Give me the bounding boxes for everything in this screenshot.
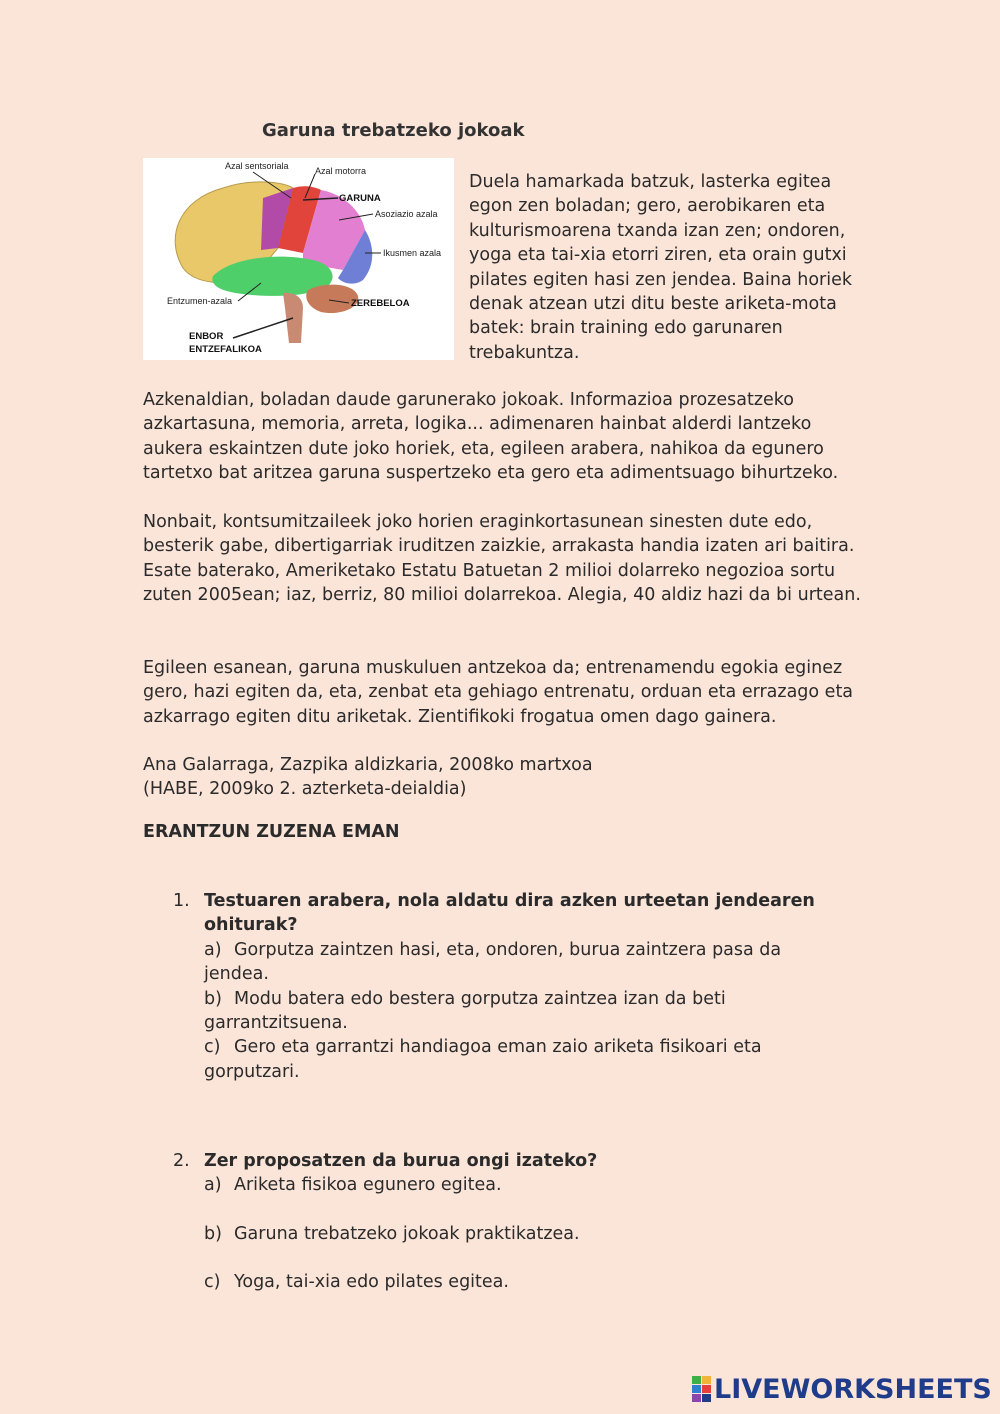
source-citation [143,753,873,802]
label-sensory-cortex: Azal sentsoriala [225,161,289,171]
option-letter: a) [204,1175,222,1196]
label-association-cortex: Asoziazio azala [375,209,438,219]
option-1a[interactable] [204,938,843,987]
brainstem [283,293,303,343]
label-cerebellum: ZEREBELOA [351,298,410,309]
option-2b[interactable] [204,1222,843,1246]
instruction-heading: ERANTZUN ZUZENA EMAN [143,822,400,842]
question-text: Testuaren arabera, nola aldatu dira azken urteetan jendearen ohiturak? [204,891,815,936]
option-text: Garuna trebatzeko jokoak praktikatzea. [234,1223,580,1244]
label-visual-cortex: Ikusmen azala [383,248,442,258]
label-motor-cortex: Azal motorra [315,166,367,176]
option-letter: b) [204,988,222,1009]
liveworksheets-logo[interactable] [692,1372,992,1406]
question-number: 2. [173,1151,190,1171]
option-letter: c) [204,1037,221,1058]
brain-diagram [143,158,454,360]
option-2a[interactable] [204,1173,843,1197]
paragraph-3: Egileen esanean, garuna muskuluen antzekoa da; entrenamendu egokia eginez gero, hazi egiten da, eta, zenbat eta gehiago entrenatu, orduan eta errazago eta azkarrago egiten ditu ariketak. Zientifikoki frogatua omen dago gainera. [143,658,854,727]
option-text: Ariketa fisikoa egunero egitea. [234,1175,502,1196]
logo-text: LIVEWORKSHEETS [714,1373,992,1405]
option-letter: c) [204,1272,221,1293]
paragraph-1: Azkenaldian, boladan daude garunerako jokoak. Informazioa prozesatzeko azkartasuna, memoria, arreta, logika... adimenaren hainbat alderdi lantzeko aukera eskaintzen dute joko horiek, eta, egileen arabera, nahikoa da egunero tartetxo bat aritzea garuna suspertzeko eta gero eta adimentsuago bihurtzeko. [143,390,839,484]
question-1 [143,889,843,1084]
source-line-1: Ana Galarraga, Zazpika aldizkaria, 2008ko martxoa [143,755,593,775]
option-text: Gorputza zaintzen hasi, eta, ondoren, burua zaintzera pasa da jendea. [204,939,782,985]
option-letter: b) [204,1223,222,1244]
option-1b[interactable] [204,987,843,1036]
question-text: Zer proposatzen da burua ongi izateko? [204,1151,598,1171]
source-line-2: (HABE, 2009ko 2. azterketa-deialdia) [143,779,467,800]
question-2 [143,1149,843,1295]
option-2c[interactable] [204,1270,843,1294]
option-1c[interactable] [204,1035,843,1084]
question-number: 1. [173,891,190,911]
label-brainstem-2: ENTZEFALIKOA [189,344,262,355]
page-title: Garuna trebatzeko jokoak [262,120,525,141]
option-text: Yoga, tai-xia edo pilates egitea. [234,1272,509,1293]
option-text: Modu batera edo bestera gorputza zaintzea izan da beti garrantzitsuena. [204,988,726,1034]
label-brainstem-1: ENBOR [189,331,224,342]
logo-blocks-icon [692,1376,712,1402]
label-brain: GARUNA [339,193,381,204]
option-text: Gero eta garrantzi handiagoa eman zaio ariketa fisikoari eta gorputzari. [204,1037,762,1082]
option-letter: a) [204,939,222,960]
label-auditory-cortex: Entzumen-azala [167,296,233,306]
brain-diagram-svg [143,158,454,360]
paragraph-2: Nonbait, kontsumitzaileek joko horien eraginkortasunean sinesten dute edo, besterik gabe, dibertigarriak iruditzen zaizkie, arrakasta handia izaten ari baitira. Esate baterako, Ameriketako Estatu Batuetan 2 milioi dolarreko negozioa sortu zuten 2005ean; iaz, berriz, 80 milioi dolarrekoa. Alegia, 40 aldiz hazi da bi urtean. [143,512,861,606]
intro-paragraph: Duela hamarkada batzuk, lasterka egitea egon zen boladan; gero, aerobikaren eta kulturismoarena txanda izan zen; ondoren, yoga eta tai-xia etorri ziren, eta orain gutxi pilates egiten hasi zen jendea. Baina horiek denak atzean utzi ditu beste ariketa-mota batek: brain training edo garunaren trebakuntza. [469,172,853,363]
